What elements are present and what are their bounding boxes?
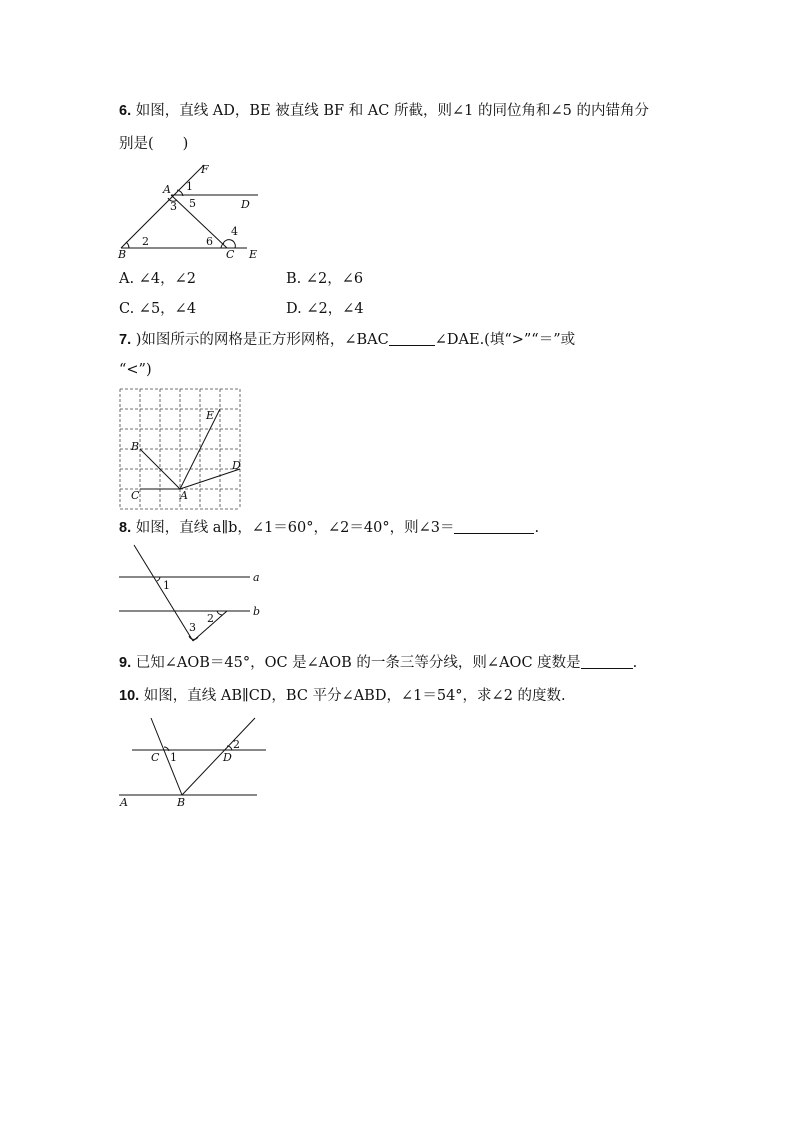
- question-7-line2: [119, 359, 152, 381]
- line-bd: [182, 718, 255, 795]
- option-d: D. ∠2，∠4: [286, 301, 364, 317]
- label-2: 2: [207, 612, 214, 625]
- question-text: .: [534, 520, 540, 536]
- label-1: 1: [163, 579, 170, 592]
- angle-arc: [126, 242, 129, 248]
- label-4: 4: [231, 225, 238, 238]
- question-text: 已知∠AOB＝45°，OC 是∠AOB 的一条三等分线，则∠AOC 度数是: [135, 655, 581, 671]
- question-number: 8.: [119, 520, 132, 536]
- label-b: b: [253, 605, 261, 618]
- question-number: 6.: [119, 103, 132, 119]
- label-f: F: [201, 163, 209, 176]
- angle-arc: [157, 577, 160, 581]
- question-number: 7.: [119, 332, 132, 348]
- label-e: E: [249, 248, 258, 261]
- label-c: C: [226, 248, 235, 261]
- answer-blank[interactable]: [389, 331, 435, 346]
- option-a: A. ∠4，∠2: [119, 271, 196, 287]
- label-a: A: [120, 796, 128, 809]
- question-text: 如图，直线 AB∥CD，BC 平分∠ABD，∠1＝54°，求∠2 的度数.: [143, 688, 566, 704]
- question-6-line2: [119, 133, 188, 155]
- question-text: “<”): [119, 362, 152, 378]
- question-text: 别是( ): [119, 136, 189, 152]
- label-d: D: [223, 751, 232, 764]
- label-b: B: [131, 440, 140, 453]
- question-7: [119, 329, 575, 351]
- angle-arc: [217, 611, 222, 615]
- label-d: D: [232, 459, 241, 472]
- question-text: )如图所示的网格是正方形网格，∠BAC: [135, 332, 389, 348]
- option-c: C. ∠5，∠4: [119, 301, 197, 317]
- question-6: [119, 100, 649, 122]
- label-3: 3: [170, 200, 177, 213]
- label-1: 1: [170, 751, 177, 764]
- q6-figure: [115, 160, 265, 262]
- question-10: [119, 685, 566, 707]
- question-number: 10.: [119, 688, 140, 704]
- q8-figure: [119, 545, 264, 645]
- q10-figure: [119, 716, 269, 808]
- question-text: 如图，直线 a∥b，∠1＝60°，∠2＝40°，则∠3＝: [135, 520, 455, 536]
- label-3: 3: [189, 621, 196, 634]
- label-a: A: [163, 183, 171, 196]
- q7-figure: [120, 389, 244, 511]
- answer-blank[interactable]: [454, 519, 534, 534]
- question-text: .: [632, 655, 638, 671]
- label-5: 5: [189, 197, 196, 210]
- label-a: a: [253, 571, 260, 584]
- label-c: C: [131, 489, 140, 502]
- label-2: 2: [142, 235, 149, 248]
- question-number: 9.: [119, 655, 132, 671]
- label-e: E: [206, 409, 215, 422]
- question-text: ∠DAE.(填“>”“＝”或: [434, 332, 576, 348]
- label-d: D: [241, 198, 250, 211]
- label-b: B: [118, 248, 127, 261]
- transversal: [134, 545, 193, 641]
- label-b: B: [177, 796, 186, 809]
- label-a: A: [180, 489, 188, 502]
- question-8: [119, 517, 539, 539]
- label-6: 6: [206, 235, 213, 248]
- question-9: [119, 652, 637, 674]
- label-1: 1: [186, 180, 193, 193]
- angle-arc: [223, 240, 235, 248]
- label-c: C: [151, 751, 160, 764]
- answer-blank[interactable]: [581, 654, 633, 669]
- line-ac: [171, 195, 227, 248]
- option-b: B. ∠2，∠6: [286, 271, 364, 287]
- label-2: 2: [233, 738, 240, 751]
- question-text: 如图，直线 AD，BE 被直线 BF 和 AC 所截，则∠1 的同位角和∠5 的内错角分: [135, 103, 649, 119]
